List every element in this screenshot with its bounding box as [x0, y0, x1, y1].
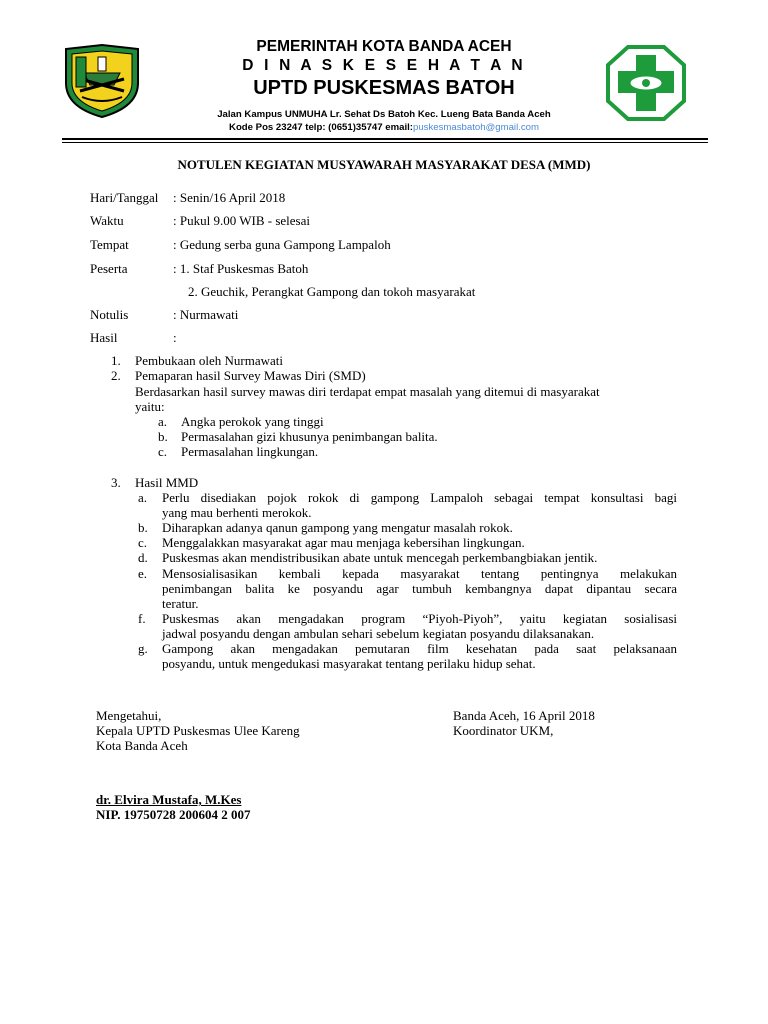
sub-item-marker: c. [158, 444, 168, 459]
header-contact-text: Kode Pos 23247 telp: (0651)35747 email: [229, 122, 413, 133]
sub-item-marker: c. [138, 535, 148, 550]
sub-item-marker: d. [138, 550, 148, 565]
info-value-hari: : Senin/16 April 2018 [173, 190, 286, 205]
signatory-name: dr. Elvira Mustafa, M.Kes [96, 792, 242, 807]
signature-position: Kepala UPTD Puskesmas Ulee Kareng [96, 723, 300, 738]
sub-item-text: Diharapkan adanya qanun gampong yang mengatur masalah rokok. [162, 520, 513, 535]
sub-item-marker: b. [158, 429, 168, 444]
info-value-hasil: : [173, 330, 177, 345]
sub-item-text: posyandu, untuk mengedukasi masyarakat tentang perilaku hidup sehat. [162, 656, 536, 671]
header-department: D I N A S K E S E H A T A N [242, 57, 526, 74]
signature-acknowledged: Mengetahui, [96, 708, 162, 723]
sub-item-text: Angka perokok yang tinggi [181, 414, 324, 429]
sub-item-marker: a. [138, 490, 148, 505]
info-value-peserta-2: 2. Geuchik, Perangkat Gampong dan tokoh masyarakat [188, 284, 476, 299]
item-number: 1. [111, 353, 121, 368]
info-label-tempat: Tempat [90, 237, 129, 252]
email-link[interactable]: puskesmasbatoh@gmail.com [413, 122, 539, 133]
sub-item-marker: g. [138, 641, 148, 656]
item-text: Hasil MMD [135, 475, 199, 490]
info-value-tempat: : Gedung serba guna Gampong Lampaloh [173, 237, 391, 252]
sub-item-marker: a. [158, 414, 168, 429]
sub-item-text: Permasalahan lingkungan. [181, 444, 319, 459]
item-paragraph: yaitu: [135, 399, 165, 414]
sub-item-text: jadwal posyandu dengan ambulan sehari sebelum kegiatan posyandu dilaksanakan. [162, 626, 595, 641]
header-government: PEMERINTAH KOTA BANDA ACEH [256, 38, 512, 55]
sub-item-text: Gampong akan mengadakan pemutaran film kesehatan pada saat pelaksanaan [162, 641, 677, 656]
item-number: 2. [111, 368, 121, 383]
sub-item-marker: f. [138, 611, 146, 626]
signatory-nip: NIP. 19750728 200604 2 007 [96, 807, 251, 822]
info-label-notulis: Notulis [90, 307, 129, 322]
header-rule-thin [62, 142, 708, 143]
signature-city: Kota Banda Aceh [96, 738, 188, 753]
city-emblem-icon [62, 43, 142, 119]
info-label-peserta: Peserta [90, 261, 128, 276]
info-value-waktu: : Pukul 9.00 WIB - selesai [173, 213, 310, 228]
header-unit: UPTD PUSKESMAS BATOH [253, 77, 515, 99]
signature-place-date: Banda Aceh, 16 April 2018 [453, 708, 595, 723]
header-address: Jalan Kampus UNMUHA Lr. Sehat Ds Batoh Kec. Lueng Bata Banda Aceh [217, 109, 551, 120]
sub-item-marker: e. [138, 566, 148, 581]
info-value-peserta-1: : 1. Staf Puskesmas Batoh [173, 261, 309, 276]
item-paragraph: Berdasarkan hasil survey mawas diri terdapat empat masalah yang ditemui di masyarakat [135, 384, 600, 399]
sub-item-text: Menggalakkan masyarakat agar mau menjaga kebersihan lingkungan. [162, 535, 525, 550]
document-title: NOTULEN KEGIATAN MUSYAWARAH MASYARAKAT DESA (MMD) [177, 157, 591, 172]
info-value-notulis: : Nurmawati [173, 307, 239, 322]
sub-item-text: yang mau berhenti merokok. [162, 505, 312, 520]
info-label-hari: Hari/Tanggal [90, 190, 159, 205]
sub-item-text: teratur. [162, 596, 199, 611]
item-text: Pemaparan hasil Survey Mawas Diri (SMD) [135, 368, 366, 383]
item-number: 3. [111, 475, 121, 490]
sub-item-text: Perlu disediakan pojok rokok di gampong Lampaloh sebagai tempat konsultasi bagi [162, 490, 677, 505]
sub-item-text: Permasalahan gizi khusunya penimbangan balita. [181, 429, 438, 444]
info-label-hasil: Hasil [90, 330, 118, 345]
item-text: Pembukaan oleh Nurmawati [135, 353, 284, 368]
header-rule [62, 138, 708, 140]
sub-item-text: Puskesmas akan mendistribusikan abate untuk mencegah perkembangbiakan jentik. [162, 550, 598, 565]
signature-coordinator: Koordinator UKM, [453, 723, 554, 738]
sub-item-text: penimbangan balita ke posyandu agar tumbuh kembangnya dapat dipantau secara [162, 581, 677, 596]
sub-item-marker: b. [138, 520, 148, 535]
header-contact [150, 122, 618, 133]
sub-item-text: Mensosialisasikan kembali kepada masyarakat tentang pentingnya melakukan [162, 566, 677, 581]
info-label-waktu: Waktu [90, 213, 124, 228]
sub-item-text: Puskesmas akan mengadakan program “Piyoh-Piyoh”, yaitu kegiatan sosialisasi [162, 611, 677, 626]
health-cross-icon [606, 45, 686, 121]
